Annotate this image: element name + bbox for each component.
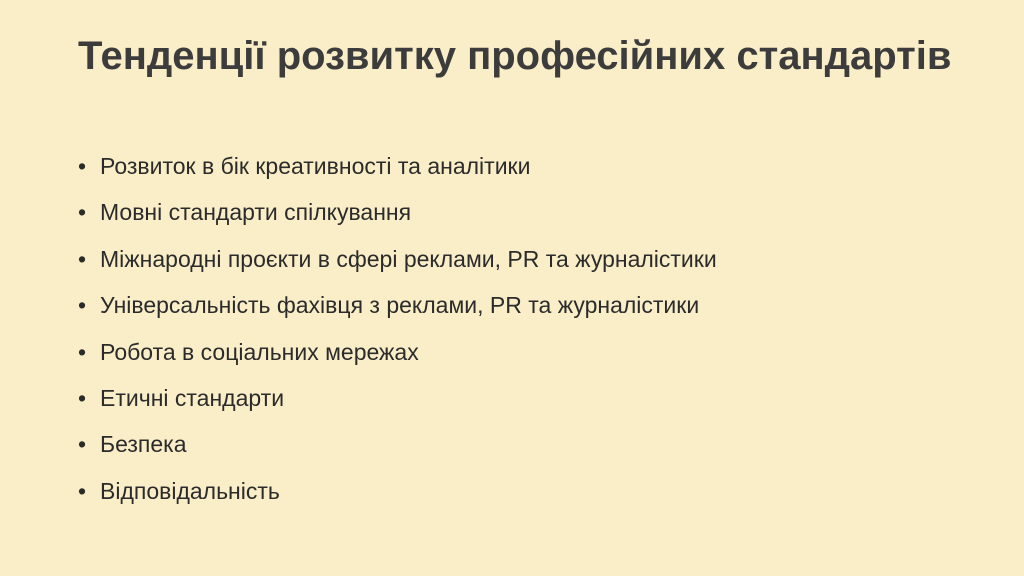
- bullet-icon: •: [78, 384, 87, 411]
- bullet-list: [78, 152, 968, 523]
- list-item: [78, 338, 968, 368]
- list-item-label: Мовні стандарти спілкування: [100, 199, 412, 226]
- bullet-icon: •: [78, 338, 87, 365]
- list-item-label: Етичні стандарти: [100, 384, 285, 411]
- list-item: [78, 291, 968, 321]
- list-item: [78, 477, 968, 507]
- list-item-label: Безпека: [100, 431, 187, 458]
- list-item-label: Розвиток в бік креативності та аналітики: [100, 153, 531, 179]
- page-title: Тенденції розвитку професійних стандартів: [78, 34, 952, 78]
- bullet-icon: •: [78, 477, 87, 504]
- list-item-label: Універсальність фахівця з реклами, PR та журналістики: [100, 292, 700, 319]
- list-item-label: Відповідальність: [100, 477, 280, 504]
- list-item-label: Міжнародні проєкти в сфері реклами, PR та журналістики: [100, 245, 717, 272]
- list-item: [78, 198, 968, 228]
- list-item: [78, 384, 968, 414]
- bullet-icon: •: [78, 431, 87, 458]
- list-item-label: Робота в соціальних мережах: [100, 338, 419, 365]
- bullet-icon: •: [78, 199, 87, 226]
- bullet-icon: •: [78, 245, 87, 272]
- list-item: [78, 430, 968, 460]
- list-item: [78, 152, 968, 182]
- list-item: [78, 245, 968, 275]
- bullet-icon: •: [78, 292, 87, 319]
- bullet-icon: •: [78, 153, 87, 179]
